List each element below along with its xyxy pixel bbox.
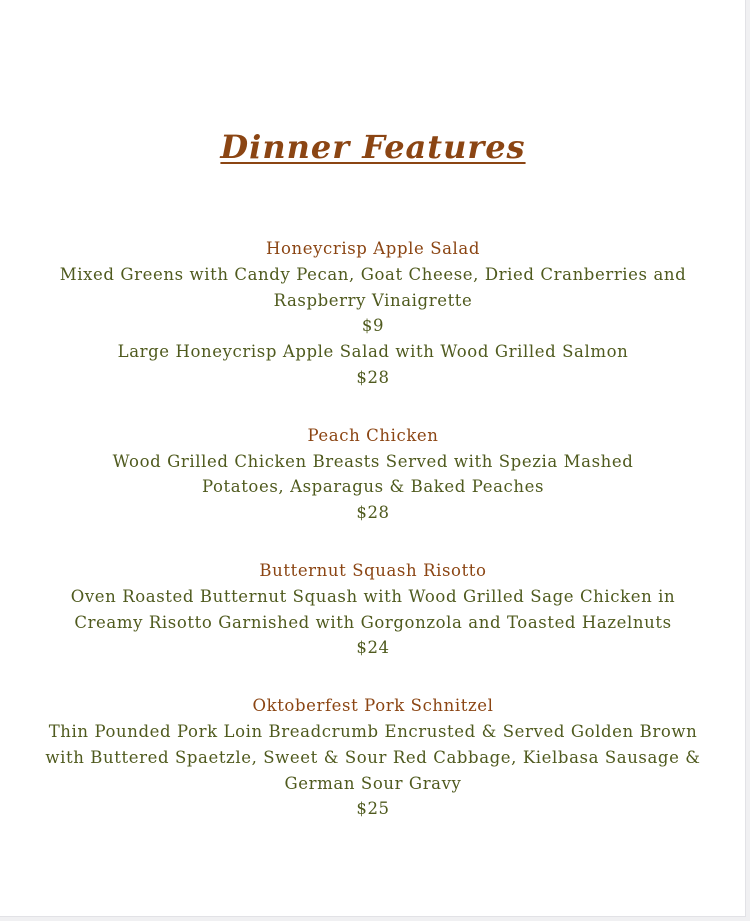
menu-item-peach-chicken <box>0 423 746 526</box>
item-description: Wood Grilled Chicken Breasts Served with Spezia Mashed Potatoes, Asparagus & Baked Peaches <box>112 451 634 497</box>
item-price: $25 <box>356 799 390 819</box>
item-description: Thin Pounded Pork Loin Breadcrumb Encrusted & Served Golden Brown with Buttered Spaetzle, Sweet & Sour Red Cabbage, Kielbasa Sausage & German Sour Gravy <box>45 721 701 793</box>
item-price: $24 <box>356 638 390 658</box>
item-name: Honeycrisp Apple Salad <box>265 239 481 258</box>
item-description: Oven Roasted Butternut Squash with Wood Grilled Sage Chicken in Creamy Risotto Garnished with Gorgonzola and Toasted Hazelnuts <box>70 586 676 632</box>
item-description: Mixed Greens with Candy Pecan, Goat Cheese, Dried Cranberries and Raspberry Vinaigrette <box>59 264 687 310</box>
menu-item-pork-schnitzel <box>0 693 746 822</box>
item-name: Butternut Squash Risotto <box>259 560 487 580</box>
item-price: $28 <box>356 503 390 523</box>
item-addon-description: Large Honeycrisp Apple Salad with Wood Grilled Salmon <box>117 342 629 362</box>
item-name: Oktoberfest Pork Schnitzel <box>252 696 494 716</box>
menu-item-butternut-risotto <box>0 558 746 661</box>
page-title: Dinner Features <box>220 128 526 166</box>
menu-list <box>0 236 746 854</box>
menu-item-honeycrisp-salad <box>0 236 746 391</box>
item-name: Peach Chicken <box>307 425 439 445</box>
item-price: $9 <box>361 316 385 336</box>
item-addon-price: $28 <box>356 367 390 387</box>
